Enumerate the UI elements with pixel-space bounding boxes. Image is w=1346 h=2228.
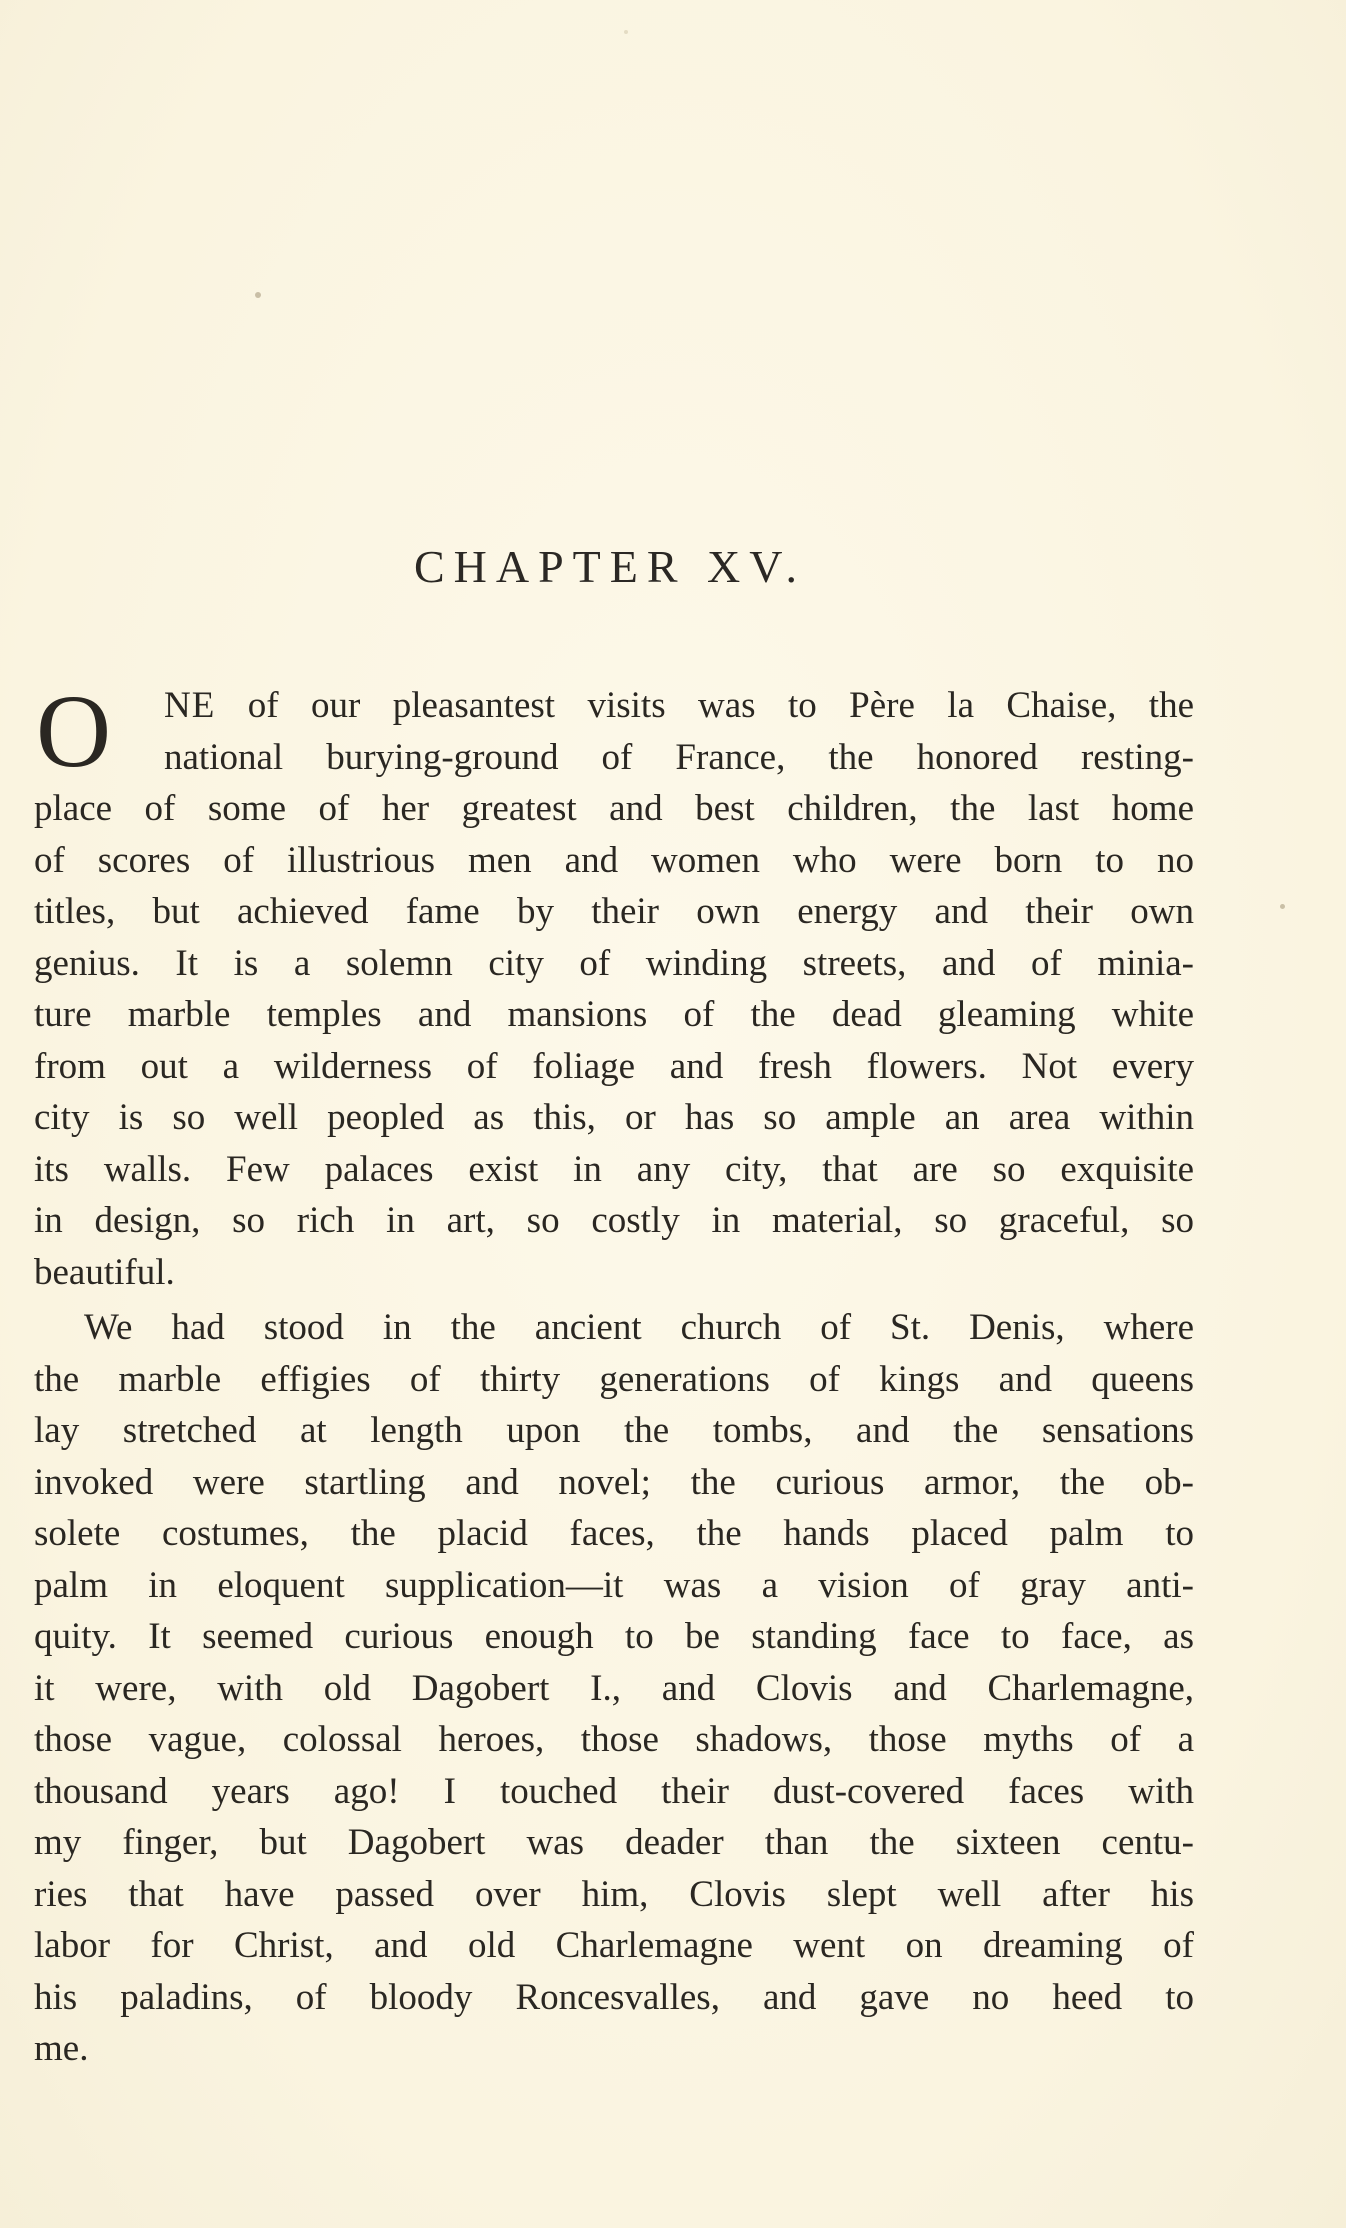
text-line: of scores of illustrious men and women who were born to no bbox=[34, 839, 1194, 881]
text-line: quity. It seemed curious enough to be standing face to face, as bbox=[34, 1616, 1194, 1657]
text-line: city is so well peopled as this, or has so ample an area within bbox=[34, 1097, 1194, 1138]
text-line: his paladins, of bloody Roncesvalles, and gave no heed to bbox=[34, 1976, 1194, 2018]
paper-speck bbox=[1280, 904, 1285, 909]
text-line: ture marble temples and mansions of the dead gleaming white bbox=[34, 994, 1194, 1035]
text-line: it were, with old Dagobert I., and Clovis and Charlemagne, bbox=[34, 1667, 1194, 1709]
text-line: those vague, colossal heroes, those shadows, those myths of a bbox=[34, 1719, 1194, 1760]
chapter-title: CHAPTER XV. bbox=[413, 541, 807, 592]
paragraph-2 bbox=[34, 1302, 1194, 2075]
paper-speck bbox=[624, 30, 628, 34]
paper-speck bbox=[255, 292, 261, 298]
text-line: ries that have passed over him, Clovis slept well after his bbox=[34, 1873, 1194, 1915]
text-line: solete costumes, the placid faces, the hands placed palm to bbox=[34, 1513, 1194, 1554]
text-line: my finger, but Dagobert was deader than the sixteen centu- bbox=[34, 1822, 1194, 1863]
text-line: palm in eloquent supplication—it was a vision of gray anti- bbox=[34, 1564, 1194, 1606]
text-line: invoked were startling and novel; the curious armor, the ob- bbox=[34, 1461, 1194, 1503]
text-line: thousand years ago! I touched their dust-covered faces with bbox=[34, 1770, 1194, 1812]
text-line: from out a wilderness of foliage and fresh flowers. Not every bbox=[34, 1045, 1194, 1087]
text-line: titles, but achieved fame by their own energy and their own bbox=[34, 891, 1194, 932]
text-line bbox=[34, 680, 1194, 732]
text-line: me. bbox=[34, 2028, 89, 2069]
text-line: labor for Christ, and old Charlemagne went on dreaming of bbox=[34, 1925, 1194, 1966]
text-line: national burying-ground of France, the honored resting- bbox=[164, 736, 1194, 778]
text-line: the marble effigies of thirty generations of kings and queens bbox=[34, 1358, 1194, 1400]
text-line: genius. It is a solemn city of winding streets, and of minia- bbox=[34, 942, 1194, 984]
first-word-rest: NE bbox=[164, 685, 216, 726]
text-line: place of some of her greatest and best children, the last home bbox=[34, 788, 1194, 829]
text-line: beautiful. bbox=[34, 1251, 175, 1293]
text-line: We had stood in the ancient church of St. Denis, where bbox=[84, 1307, 1194, 1348]
drop-cap: O bbox=[36, 674, 112, 789]
text-line: lay stretched at length upon the tombs, and the sensations bbox=[34, 1410, 1194, 1451]
text-line: its walls. Few palaces exist in any city, that are so exquisite bbox=[34, 1148, 1194, 1190]
paragraph-1 bbox=[34, 674, 1194, 1298]
line-text: of our pleasantest visits was to Père la Chaise, the bbox=[215, 685, 1194, 726]
text-line: in design, so rich in art, so costly in material, so graceful, so bbox=[34, 1200, 1194, 1241]
